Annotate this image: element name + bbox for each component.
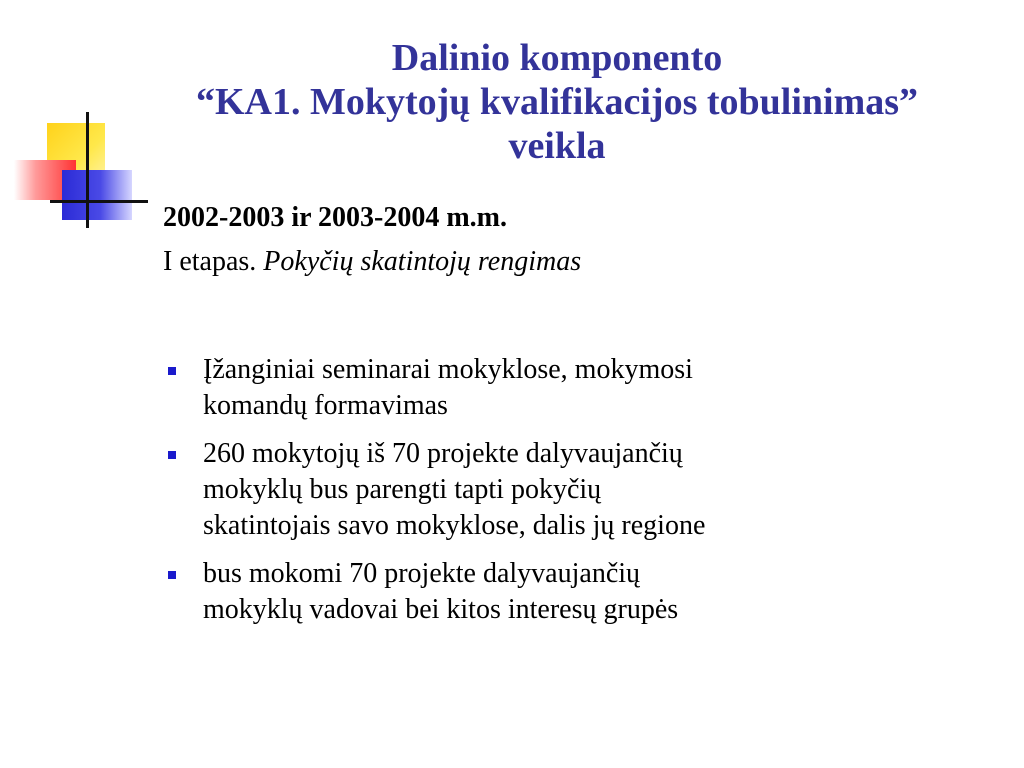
bullet-text-line: 260 mokytojų iš 70 projekte dalyvaujančių [203,438,683,469]
bullet-square-icon [168,367,176,375]
bullet-item [163,352,983,424]
vertical-line-decoration [86,112,89,228]
bullet-text-line: mokyklų vadovai bei kitos interesų grupės [203,594,679,625]
title-line-3: veikla [508,125,606,167]
bullet-text-line: mokyklų bus parengti tapti pokyčių [203,474,602,505]
bullet-square-icon [168,571,176,579]
bullet-text-line: skatintojais savo mokyklose, dalis jų regione [203,510,706,541]
school-years: 2002-2003 ir 2003-2004 m.m. [163,202,507,233]
bullet-item [163,436,983,544]
intro-block [163,196,581,284]
bullet-list [163,352,983,640]
bullet-item [163,556,983,628]
title-line-2: “KA1. Mokytojų kvalifikacijos tobulinimas” [195,81,919,123]
title-line-1: Dalinio komponento [391,37,723,79]
stage-line [163,240,581,284]
slide-title [110,36,1004,168]
bullet-text-line: bus mokomi 70 projekte dalyvaujančių [203,558,641,589]
horizontal-line-decoration [50,200,148,203]
bullet-text-line: komandų formavimas [203,390,448,421]
stage-label: I etapas. [163,246,257,277]
bullet-square-icon [168,451,176,459]
blue-square-decoration [62,170,132,220]
bullet-text-line: Įžanginiai seminarai mokyklose, mokymosi [203,354,693,385]
stage-name: Pokyčių skatintojų rengimas [263,246,582,277]
